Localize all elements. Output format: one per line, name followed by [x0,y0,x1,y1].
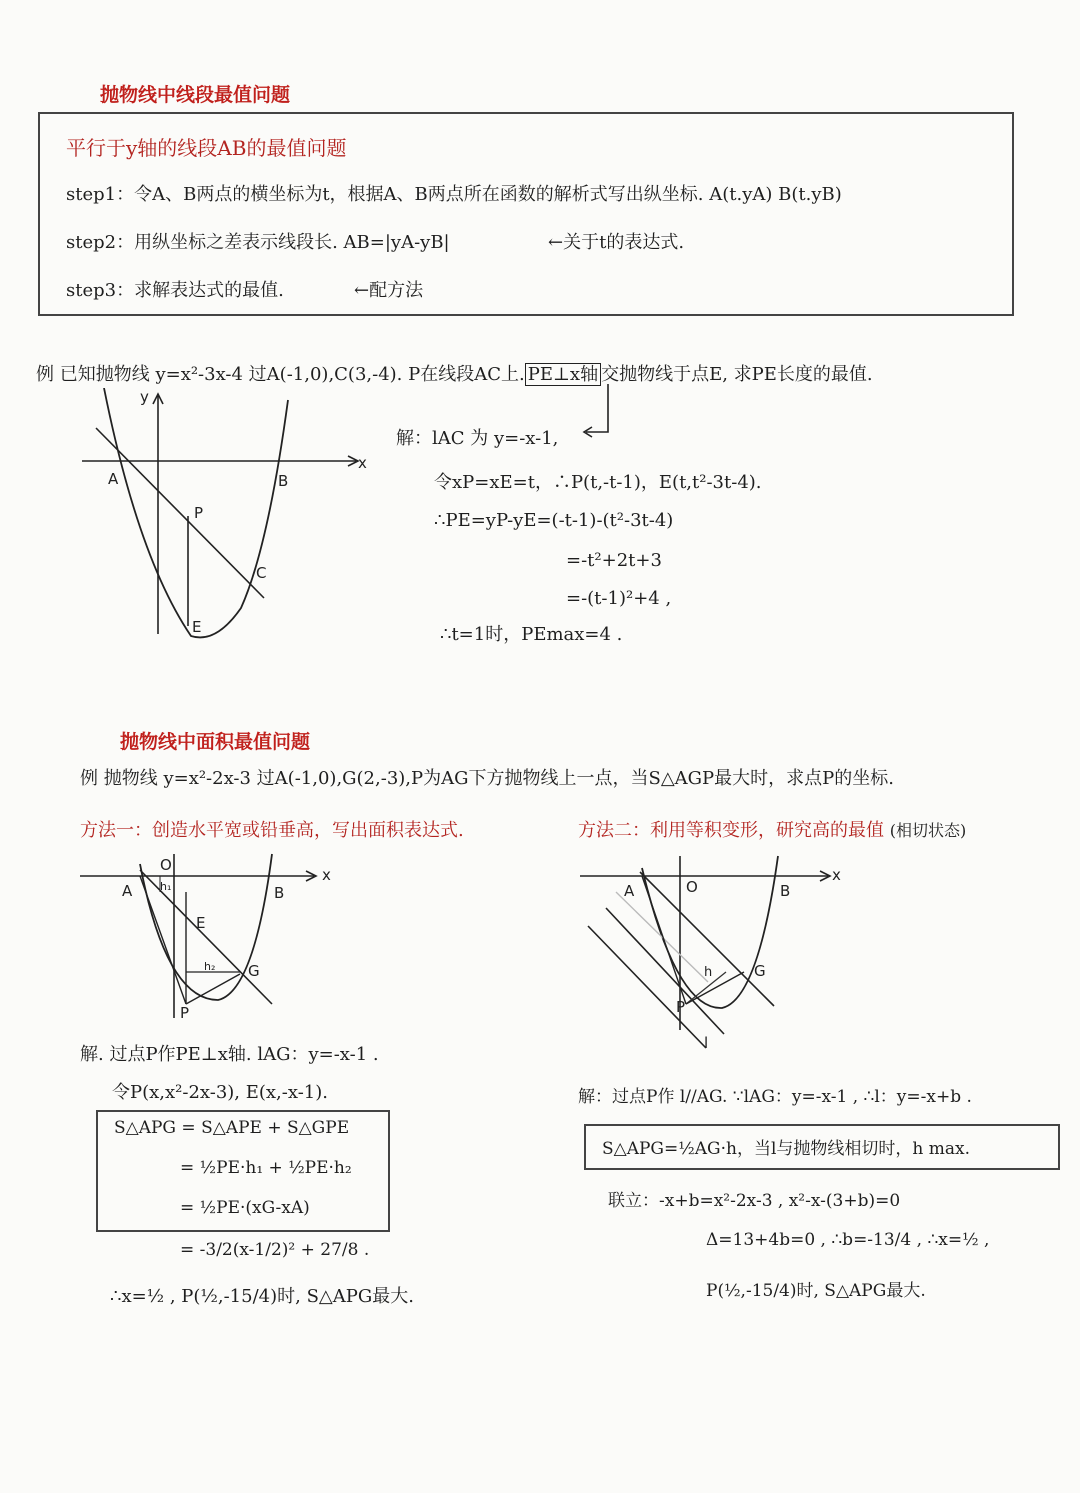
step2-note: ←关于t的表达式. [548,232,685,253]
label-p: P [180,1004,190,1022]
method2-line4: P(½,-15/4)时, S△APG最大. [706,1281,926,1301]
section2-title: 抛物线中面积最值问题 [120,731,311,753]
label-b: B [780,882,791,900]
solution1-line6: ∴t=1时，PEmax=4 . [440,624,623,645]
method1-heading: 方法一：创造水平宽或铅垂高，写出面积表达式. [80,820,464,841]
label-p: P [676,998,686,1016]
method1-conclusion: ∴x=½ , P(½,-15/4)时, S△APG最大. [110,1286,414,1307]
line-ac [96,428,267,598]
example2-question: 例 抛物线 y=x²-2x-3 过A(-1,0),G(2,-3),P为AG下方抛物线上一点，当S△AGP最大时，求点P的坐标. [80,768,894,789]
label-b: B [278,472,289,490]
method2-heading-text: 方法二：利用等积变形，研究高的最值 [578,820,884,841]
method1-line2: 令P(x,x²-2x-3), E(x,-x-1). [112,1082,328,1103]
parabola-graph-1 [76,388,376,650]
pointer-arrow [580,382,620,442]
label-a: A [108,470,119,488]
label-o: O [160,856,172,874]
box-heading: 平行于y轴的线段AB的最值问题 [66,136,347,160]
label-x: x [832,866,841,884]
example1-boxed: PE⊥x轴 [525,363,601,386]
method2-line2: 联立：-x+b=x²-2x-3 , x²-x-(3+b)=0 [608,1191,901,1211]
label-x: x [358,454,367,472]
solution1-line2: 令xP=xE=t，∴P(t,-t-1)，E(t,t²-3t-4). [434,472,762,493]
method2-heading [578,816,966,842]
solution1-line1: 解：lAC 为 y=-x-1, [396,428,559,449]
label-p: P [194,504,204,522]
section1-title: 抛物线中线段最值问题 [100,84,291,106]
solution1-line5: =-(t-1)²+4 , [566,588,672,609]
method1-after-box: = -3/2(x-1/2)² + 27/8 . [180,1240,370,1260]
label-h1: h₁ [160,880,172,893]
method2-heading-note: (相切状态) [889,821,967,840]
label-a: A [624,882,635,900]
example1-part2: 交抛物线于点E, 求PE长度的最值. [601,364,873,385]
example1-part1: 例 已知抛物线 y=x²-3x-4 过A(-1,0),C(3,-4). P在线段AC上. [36,364,525,385]
solution1-line3: ∴PE=yP-yE=(-t-1)-(t²-3t-4) [434,510,674,531]
label-c: C [256,564,267,582]
label-g: G [248,962,260,980]
parabola-graph-2 [76,852,346,1024]
line-ag [640,872,774,1006]
label-e: E [196,914,206,932]
solution1-line4: =-t²+2t+3 [566,550,662,571]
label-x: x [322,866,331,884]
method2-box-text: S△APG=½AG·h，当l与抛物线相切时，h max. [602,1139,970,1159]
box-line2: = ½PE·h₁ + ½PE·h₂ [180,1158,352,1178]
parabola-graph-3 [576,852,866,1052]
method1-line1: 解. 过点P作PE⊥x轴. lAG：y=-x-1 . [80,1044,379,1065]
label-a: A [122,882,133,900]
label-l: l [704,1034,709,1052]
label-e: E [192,618,202,636]
box-line3: = ½PE·(xG-xA) [180,1198,310,1218]
step1-text: step1：令A、B两点的横坐标为t，根据A、B两点所在函数的解析式写出纵坐标. A(t.yA) B(t.yB) [66,184,842,205]
label-h2: h₂ [204,960,216,973]
method2-line1: 解：过点P作 l//AG. ∵lAG：y=-x-1 , ∴l：y=-x+b . [578,1087,972,1107]
step2-text: step2：用纵坐标之差表示线段长. AB=|yA-yB| [66,232,450,253]
example1-question [36,360,873,386]
label-h: h [704,965,713,980]
label-y: y [140,388,149,406]
label-g: G [754,962,766,980]
step3-note: ←配方法 [354,280,424,301]
method2-line3: Δ=13+4b=0 , ∴b=-13/4 , ∴x=½ , [706,1230,990,1250]
step3-text: step3：求解表达式的最值. [66,280,284,301]
label-o: O [686,878,698,896]
label-b: B [274,884,285,902]
box-line1: S△APG = S△APE + S△GPE [114,1118,350,1138]
